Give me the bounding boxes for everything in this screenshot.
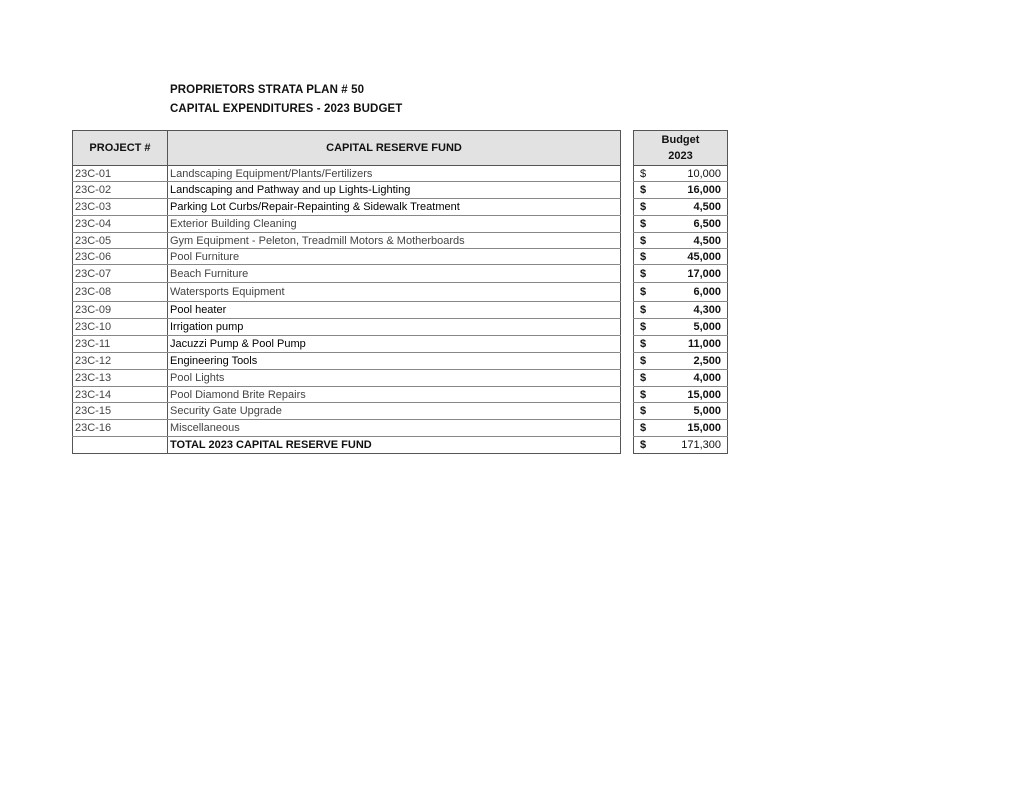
budget-amount: 4,300 [693, 304, 721, 316]
budget-amount: 4,500 [693, 201, 721, 213]
budget-amount-cell [634, 199, 728, 216]
budget-row [634, 233, 728, 249]
budget-row [634, 319, 728, 336]
budget-amount-cell [634, 319, 728, 336]
currency-symbol: $ [640, 355, 647, 367]
project-description: Pool heater [168, 302, 621, 319]
project-number: 23C-16 [73, 420, 168, 437]
document-title: PROPRIETORS STRATA PLAN # 50 [170, 84, 365, 96]
project-description: Pool Lights [168, 370, 621, 387]
project-description: Irrigation pump [168, 319, 621, 336]
budget-amount: 5,000 [693, 321, 721, 333]
project-number: 23C-06 [73, 249, 168, 265]
project-number: 23C-09 [73, 302, 168, 319]
project-description: Pool Furniture [168, 249, 621, 265]
budget-row [634, 166, 728, 182]
budget-amount: 4,500 [693, 234, 721, 247]
budget-amount-cell [634, 370, 728, 387]
budget-amount: 4,000 [693, 372, 721, 384]
table-row [73, 216, 621, 233]
table-row [73, 420, 621, 437]
total-amount-cell [634, 437, 728, 454]
budget-row [634, 265, 728, 283]
budget-amount: 45,000 [687, 250, 721, 263]
budget-row [634, 336, 728, 353]
table-row [73, 302, 621, 319]
budget-amount: 10,000 [687, 167, 721, 180]
budget-amount-cell [634, 233, 728, 249]
budget-amount-cell [634, 182, 728, 199]
project-description: Pool Diamond Brite Repairs [168, 387, 621, 403]
table-row [73, 283, 621, 302]
currency-symbol: $ [640, 184, 647, 196]
table-row [73, 353, 621, 370]
currency-symbol: $ [640, 167, 647, 180]
project-description: Exterior Building Cleaning [168, 216, 621, 233]
budget-row [634, 302, 728, 319]
budget-amount: 16,000 [687, 184, 721, 196]
budget-amount-cell [634, 166, 728, 182]
budget-table [633, 130, 728, 454]
project-description: Landscaping and Pathway and up Lights-Lighting [168, 182, 621, 199]
document-subtitle: CAPITAL EXPENDITURES - 2023 BUDGET [170, 103, 403, 115]
budget-amount: 2,500 [693, 355, 721, 367]
project-description: Beach Furniture [168, 265, 621, 283]
total-project-cell [73, 437, 168, 454]
project-number: 23C-02 [73, 182, 168, 199]
total-budget-row [634, 437, 728, 454]
budget-row [634, 353, 728, 370]
currency-symbol: $ [640, 405, 647, 417]
currency-symbol: $ [640, 267, 647, 280]
table-row [73, 265, 621, 283]
project-number: 23C-03 [73, 199, 168, 216]
budget-amount-cell [634, 283, 728, 302]
budget-amount: 6,500 [693, 218, 721, 230]
currency-symbol: $ [640, 286, 647, 298]
budget-amount: 6,000 [693, 286, 721, 298]
table-row [73, 199, 621, 216]
currency-symbol: $ [640, 218, 647, 230]
project-number: 23C-14 [73, 387, 168, 403]
budget-amount-cell [634, 353, 728, 370]
budget-amount-cell [634, 265, 728, 283]
table-row [73, 182, 621, 199]
currency-symbol: $ [640, 338, 647, 350]
total-row [73, 437, 621, 454]
project-description: Gym Equipment - Peleton, Treadmill Motors & Motherboards [168, 233, 621, 249]
budget-row [634, 387, 728, 403]
capital-expenditure-table [72, 130, 621, 454]
project-number: 23C-11 [73, 336, 168, 353]
project-number: 23C-15 [73, 403, 168, 420]
currency-symbol: $ [640, 234, 647, 247]
table-row [73, 319, 621, 336]
project-number: 23C-01 [73, 166, 168, 182]
budget-amount: 15,000 [687, 388, 721, 401]
table-row [73, 233, 621, 249]
table-row [73, 249, 621, 265]
project-description: Jacuzzi Pump & Pool Pump [168, 336, 621, 353]
project-number: 23C-10 [73, 319, 168, 336]
budget-row [634, 283, 728, 302]
budget-amount-cell [634, 387, 728, 403]
currency-symbol: $ [640, 304, 647, 316]
project-number: 23C-04 [73, 216, 168, 233]
table-row [73, 403, 621, 420]
project-number: 23C-08 [73, 283, 168, 302]
budget-row [634, 249, 728, 265]
currency-symbol: $ [640, 321, 647, 333]
budget-amount-cell [634, 249, 728, 265]
project-description: Landscaping Equipment/Plants/Fertilizers [168, 166, 621, 182]
budget-header-label: Budget [661, 134, 700, 146]
budget-row [634, 403, 728, 420]
table-row [73, 166, 621, 182]
budget-amount: 11,000 [687, 338, 721, 350]
budget-column-header [634, 131, 728, 166]
project-number: 23C-05 [73, 233, 168, 249]
project-description: Watersports Equipment [168, 283, 621, 302]
project-description: Engineering Tools [168, 353, 621, 370]
budget-amount: 5,000 [693, 405, 721, 417]
budget-amount-cell [634, 302, 728, 319]
currency-symbol: $ [640, 439, 647, 451]
budget-row [634, 199, 728, 216]
total-label: TOTAL 2023 CAPITAL RESERVE FUND [168, 437, 621, 454]
currency-symbol: $ [640, 422, 647, 434]
table-row [73, 387, 621, 403]
budget-amount-cell [634, 336, 728, 353]
currency-symbol: $ [640, 201, 647, 213]
project-description: Security Gate Upgrade [168, 403, 621, 420]
budget-row [634, 420, 728, 437]
budget-header-year: 2023 [668, 150, 693, 162]
total-amount: 171,300 [681, 439, 721, 451]
budget-row [634, 216, 728, 233]
budget-row [634, 370, 728, 387]
project-description: Miscellaneous [168, 420, 621, 437]
project-number: 23C-13 [73, 370, 168, 387]
budget-row [634, 182, 728, 199]
budget-amount-cell [634, 216, 728, 233]
budget-amount-cell [634, 420, 728, 437]
currency-symbol: $ [640, 372, 647, 384]
currency-symbol: $ [640, 250, 647, 263]
budget-amount-cell [634, 403, 728, 420]
project-description: Parking Lot Curbs/Repair-Repainting & Sidewalk Treatment [168, 199, 621, 216]
budget-amount: 17,000 [687, 267, 721, 280]
table-row [73, 370, 621, 387]
currency-symbol: $ [640, 388, 647, 401]
budget-amount: 15,000 [687, 422, 721, 434]
project-number: 23C-07 [73, 265, 168, 283]
project-number: 23C-12 [73, 353, 168, 370]
table-row [73, 336, 621, 353]
project-column-header: PROJECT # [73, 131, 168, 166]
fund-column-header: CAPITAL RESERVE FUND [168, 131, 621, 166]
